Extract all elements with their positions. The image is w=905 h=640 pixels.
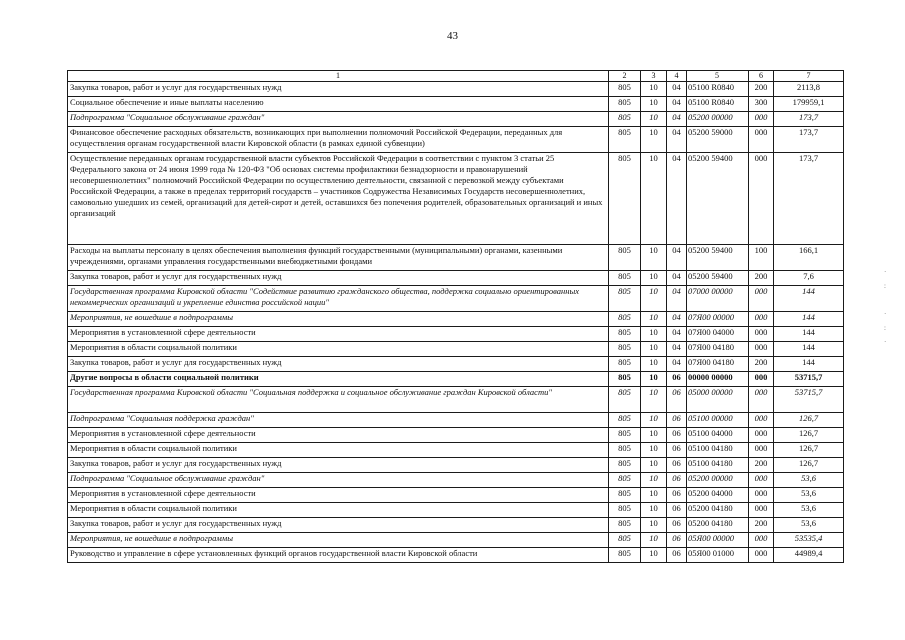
ministry-code-cell: 805 [609, 342, 641, 357]
table-row [68, 548, 844, 563]
subsection-code-cell: 06 [667, 533, 687, 548]
ministry-code-cell: 805 [609, 286, 641, 312]
ministry-code-cell: 805 [609, 312, 641, 327]
expense-type-cell: 000 [749, 112, 774, 127]
target-article-cell: 05000 00000 [687, 387, 749, 413]
table-row [68, 473, 844, 488]
subsection-code-cell: 06 [667, 413, 687, 428]
target-article-cell: 05200 59400 [687, 245, 749, 271]
expense-type-cell: 000 [749, 443, 774, 458]
expense-type-cell: 200 [749, 357, 774, 372]
expense-type-cell: 000 [749, 548, 774, 563]
row-name-cell: Закупка товаров, работ и услуг для государственных нужд [68, 357, 609, 372]
row-name-cell: Другие вопросы в области социальной политики [68, 372, 609, 387]
target-article-cell: 05100 04000 [687, 428, 749, 443]
ministry-code-cell: 805 [609, 533, 641, 548]
ministry-code-cell: 805 [609, 413, 641, 428]
ministry-code-cell: 805 [609, 327, 641, 342]
amount-cell: 144 [774, 286, 844, 312]
section-code-cell: 10 [641, 533, 667, 548]
amount-cell: 53,6 [774, 473, 844, 488]
row-name-cell: Закупка товаров, работ и услуг для государственных нужд [68, 271, 609, 286]
expense-type-cell: 200 [749, 271, 774, 286]
row-name-cell: Социальное обеспечение и иные выплаты населению [68, 97, 609, 112]
subsection-code-cell: 06 [667, 548, 687, 563]
section-code-cell: 10 [641, 413, 667, 428]
section-code-cell: 10 [641, 428, 667, 443]
target-article-cell: 05200 00000 [687, 473, 749, 488]
row-name-cell: Осуществление переданных органам государственной власти субъектов Российской Федерации в соответствии с пунктом 3 статьи 25 Федерального закона от 24 июня 1999 года № 120-ФЗ "Об основах системы профилактики безнадзорности и правонарушений несовершеннолетних" полномочий Российской Федерации по осуществлению деятельности, связанной с перевозкой между субъектами Российской Федерации, а также в пределах территорий государств – участников Содружества Независимых Государств несовершеннолетних, самовольно ушедших из семей, организаций для детей-сирот и детей, оставшихся без попечения родителей, образовательных организаций и иных организаций [68, 153, 609, 245]
target-article-cell: 05100 04180 [687, 458, 749, 473]
ministry-code-cell: 805 [609, 112, 641, 127]
ministry-code-cell: 805 [609, 428, 641, 443]
section-code-cell: 10 [641, 245, 667, 271]
amount-cell: 144 [774, 357, 844, 372]
table-row [68, 153, 844, 245]
subsection-code-cell: 04 [667, 245, 687, 271]
subsection-code-cell: 06 [667, 387, 687, 413]
ministry-code-cell: 805 [609, 473, 641, 488]
ministry-code-cell: 805 [609, 245, 641, 271]
target-article-cell: 05Я00 01000 [687, 548, 749, 563]
ministry-code-cell: 805 [609, 518, 641, 533]
target-article-cell: 00000 00000 [687, 372, 749, 387]
table-row [68, 245, 844, 271]
section-code-cell: 10 [641, 372, 667, 387]
section-code-cell: 10 [641, 342, 667, 357]
section-code-cell: 10 [641, 473, 667, 488]
subsection-code-cell: 04 [667, 286, 687, 312]
expense-type-cell: 000 [749, 413, 774, 428]
section-code-cell: 10 [641, 153, 667, 245]
amount-cell: 173,7 [774, 112, 844, 127]
ministry-code-cell: 805 [609, 97, 641, 112]
ministry-code-cell: 805 [609, 387, 641, 413]
expense-type-cell: 200 [749, 82, 774, 97]
expense-type-cell: 000 [749, 503, 774, 518]
row-name-cell: Закупка товаров, работ и услуг для государственных нужд [68, 518, 609, 533]
table-row [68, 387, 844, 413]
subsection-code-cell: 04 [667, 357, 687, 372]
subsection-code-cell: 04 [667, 153, 687, 245]
amount-cell: 126,7 [774, 413, 844, 428]
header-cell-name: 1 [68, 71, 609, 82]
row-name-cell: Мероприятия в установленной сфере деятельности [68, 428, 609, 443]
table-row [68, 357, 844, 372]
row-name-cell: Закупка товаров, работ и услуг для государственных нужд [68, 458, 609, 473]
amount-cell: 44989,4 [774, 548, 844, 563]
amount-cell: 144 [774, 342, 844, 357]
subsection-code-cell: 06 [667, 503, 687, 518]
amount-cell: 53,6 [774, 503, 844, 518]
expense-type-cell: 000 [749, 372, 774, 387]
target-article-cell: 05200 04180 [687, 518, 749, 533]
row-name-cell: Мероприятия в области социальной политики [68, 443, 609, 458]
table-row [68, 503, 844, 518]
header-cell-type: 6 [749, 71, 774, 82]
budget-table [67, 70, 844, 563]
row-name-cell: Финансовое обеспечение расходных обязательств, возникающих при выполнении полномочий Российской Федерации, переданных для осуществления органам государственной власти Кировской области (в рамках единой субвенции) [68, 127, 609, 153]
header-cell-amount: 7 [774, 71, 844, 82]
amount-cell: 173,7 [774, 153, 844, 245]
scan-edge-marks: · : · : · [884, 268, 887, 346]
expense-type-cell: 100 [749, 245, 774, 271]
amount-cell: 2113,8 [774, 82, 844, 97]
amount-cell: 144 [774, 327, 844, 342]
table-row [68, 271, 844, 286]
row-name-cell: Подпрограмма "Социальное обслуживание граждан" [68, 112, 609, 127]
row-name-cell: Подпрограмма "Социальное обслуживание граждан" [68, 473, 609, 488]
section-code-cell: 10 [641, 548, 667, 563]
row-name-cell: Мероприятия в установленной сфере деятельности [68, 327, 609, 342]
row-name-cell: Государственная программа Кировской области "Социальная поддержка и социальное обслуживание граждан Кировской области" [68, 387, 609, 413]
subsection-code-cell: 04 [667, 97, 687, 112]
target-article-cell: 05200 04180 [687, 503, 749, 518]
row-name-cell: Закупка товаров, работ и услуг для государственных нужд [68, 82, 609, 97]
target-article-cell: 05200 59400 [687, 153, 749, 245]
page-number: 43 [447, 30, 458, 42]
table-row [68, 127, 844, 153]
expense-type-cell: 000 [749, 473, 774, 488]
target-article-cell: 05100 04180 [687, 443, 749, 458]
section-code-cell: 10 [641, 82, 667, 97]
amount-cell: 53,6 [774, 518, 844, 533]
subsection-code-cell: 06 [667, 473, 687, 488]
table-row [68, 112, 844, 127]
section-code-cell: 10 [641, 443, 667, 458]
table-row [68, 428, 844, 443]
section-code-cell: 10 [641, 127, 667, 153]
expense-type-cell: 000 [749, 312, 774, 327]
section-code-cell: 10 [641, 458, 667, 473]
section-code-cell: 10 [641, 387, 667, 413]
ministry-code-cell: 805 [609, 458, 641, 473]
subsection-code-cell: 06 [667, 488, 687, 503]
subsection-code-cell: 04 [667, 312, 687, 327]
section-code-cell: 10 [641, 312, 667, 327]
section-code-cell: 10 [641, 271, 667, 286]
subsection-code-cell: 04 [667, 342, 687, 357]
ministry-code-cell: 805 [609, 548, 641, 563]
row-name-cell: Мероприятия в области социальной политики [68, 342, 609, 357]
target-article-cell: 05200 59400 [687, 271, 749, 286]
section-code-cell: 10 [641, 327, 667, 342]
section-code-cell: 10 [641, 97, 667, 112]
target-article-cell: 07Я00 04180 [687, 357, 749, 372]
subsection-code-cell: 06 [667, 443, 687, 458]
row-name-cell: Мероприятия, не вошедшие в подпрограммы [68, 533, 609, 548]
table-row [68, 533, 844, 548]
expense-type-cell: 000 [749, 286, 774, 312]
ministry-code-cell: 805 [609, 153, 641, 245]
row-name-cell: Расходы на выплаты персоналу в целях обеспечения выполнения функций государственными (муниципальными) органами, казенными учреждениями, органами управления государственными внебюджетными фондами [68, 245, 609, 271]
table-row [68, 443, 844, 458]
amount-cell: 173,7 [774, 127, 844, 153]
ministry-code-cell: 805 [609, 127, 641, 153]
table-row [68, 413, 844, 428]
header-cell-subsection: 4 [667, 71, 687, 82]
ministry-code-cell: 805 [609, 271, 641, 286]
subsection-code-cell: 04 [667, 82, 687, 97]
ministry-code-cell: 805 [609, 488, 641, 503]
subsection-code-cell: 04 [667, 327, 687, 342]
amount-cell: 179959,1 [774, 97, 844, 112]
ministry-code-cell: 805 [609, 443, 641, 458]
expense-type-cell: 200 [749, 458, 774, 473]
table-row [68, 458, 844, 473]
row-name-cell: Мероприятия, не вошедшие в подпрограммы [68, 312, 609, 327]
amount-cell: 7,6 [774, 271, 844, 286]
amount-cell: 53535,4 [774, 533, 844, 548]
header-cell-target: 5 [687, 71, 749, 82]
section-code-cell: 10 [641, 518, 667, 533]
table-row [68, 97, 844, 112]
section-code-cell: 10 [641, 488, 667, 503]
subsection-code-cell: 06 [667, 518, 687, 533]
expense-type-cell: 000 [749, 153, 774, 245]
section-code-cell: 10 [641, 286, 667, 312]
ministry-code-cell: 805 [609, 372, 641, 387]
section-code-cell: 10 [641, 357, 667, 372]
section-code-cell: 10 [641, 503, 667, 518]
target-article-cell: 05100 00000 [687, 413, 749, 428]
table-body [68, 71, 844, 563]
amount-cell: 144 [774, 312, 844, 327]
amount-cell: 53,6 [774, 488, 844, 503]
expense-type-cell: 000 [749, 488, 774, 503]
target-article-cell: 07Я00 00000 [687, 312, 749, 327]
amount-cell: 53715,7 [774, 387, 844, 413]
target-article-cell: 05200 00000 [687, 112, 749, 127]
expense-type-cell: 300 [749, 97, 774, 112]
target-article-cell: 07Я00 04180 [687, 342, 749, 357]
target-article-cell: 05200 59000 [687, 127, 749, 153]
expense-type-cell: 000 [749, 428, 774, 443]
table-row [68, 372, 844, 387]
table-row [68, 82, 844, 97]
ministry-code-cell: 805 [609, 357, 641, 372]
row-name-cell: Мероприятия в установленной сфере деятельности [68, 488, 609, 503]
expense-type-cell: 200 [749, 518, 774, 533]
header-cell-ministry: 2 [609, 71, 641, 82]
table-row [68, 518, 844, 533]
table-row [68, 312, 844, 327]
target-article-cell: 05100 R0840 [687, 82, 749, 97]
target-article-cell: 05Я00 00000 [687, 533, 749, 548]
ministry-code-cell: 805 [609, 82, 641, 97]
expense-type-cell: 000 [749, 127, 774, 153]
expense-type-cell: 000 [749, 327, 774, 342]
target-article-cell: 05100 R0840 [687, 97, 749, 112]
row-name-cell: Государственная программа Кировской области "Содействие развитию гражданского общества, поддержка социально ориентированных некоммерческих организаций и укрепление единства российской нации" [68, 286, 609, 312]
subsection-code-cell: 06 [667, 458, 687, 473]
subsection-code-cell: 06 [667, 428, 687, 443]
expense-type-cell: 000 [749, 387, 774, 413]
section-code-cell: 10 [641, 112, 667, 127]
expense-type-cell: 000 [749, 342, 774, 357]
row-name-cell: Руководство и управление в сфере установленных функций органов государственной власти Кировской области [68, 548, 609, 563]
target-article-cell: 07000 00000 [687, 286, 749, 312]
amount-cell: 53715,7 [774, 372, 844, 387]
amount-cell: 126,7 [774, 443, 844, 458]
subsection-code-cell: 04 [667, 127, 687, 153]
amount-cell: 166,1 [774, 245, 844, 271]
row-name-cell: Подпрограмма "Социальная поддержка граждан" [68, 413, 609, 428]
header-cell-section: 3 [641, 71, 667, 82]
target-article-cell: 07Я00 04000 [687, 327, 749, 342]
table-row [68, 327, 844, 342]
ministry-code-cell: 805 [609, 503, 641, 518]
table-row [68, 286, 844, 312]
row-name-cell: Мероприятия в области социальной политики [68, 503, 609, 518]
table-row [68, 488, 844, 503]
subsection-code-cell: 04 [667, 112, 687, 127]
target-article-cell: 05200 04000 [687, 488, 749, 503]
table-row [68, 342, 844, 357]
header-row [68, 71, 844, 82]
expense-type-cell: 000 [749, 533, 774, 548]
subsection-code-cell: 04 [667, 271, 687, 286]
amount-cell: 126,7 [774, 458, 844, 473]
subsection-code-cell: 06 [667, 372, 687, 387]
amount-cell: 126,7 [774, 428, 844, 443]
